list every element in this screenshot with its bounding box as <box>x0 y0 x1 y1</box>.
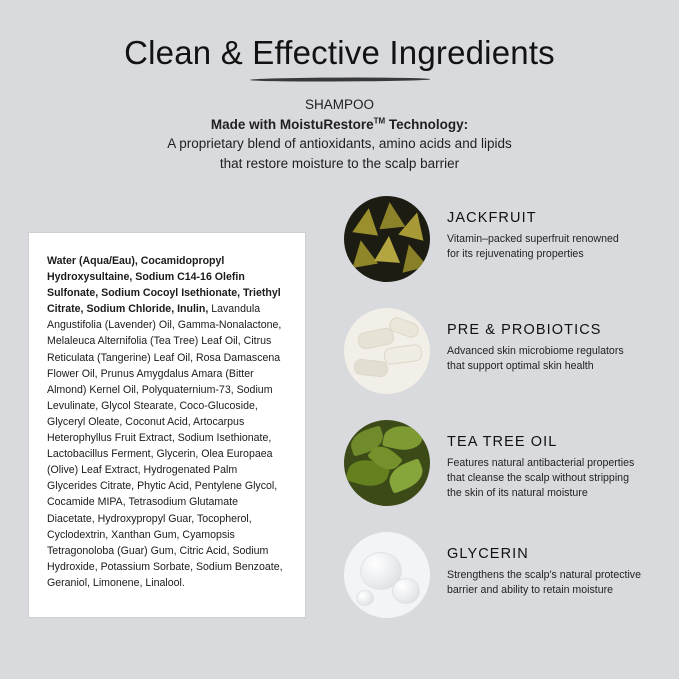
feature-title-tea-tree: TEA TREE OIL <box>447 434 558 450</box>
feature-description-jackfruit <box>447 232 619 262</box>
trademark-symbol: TM <box>373 116 386 125</box>
feature-list <box>344 196 651 618</box>
main-content <box>0 196 679 618</box>
feature-title-jackfruit: JACKFRUIT <box>447 210 537 226</box>
feature-desc-line-2: barrier and ability to retain moisture <box>447 584 614 597</box>
probiotics-capsules-image <box>344 308 430 394</box>
tea-tree-leaves-image <box>344 420 430 506</box>
glycerin-droplets-image <box>344 532 430 618</box>
feature-text-probiotics <box>447 308 624 374</box>
technology-line <box>0 115 679 135</box>
product-label: SHAMPOO <box>304 96 374 112</box>
feature-description-glycerin <box>447 568 641 598</box>
header <box>0 0 679 173</box>
page-title: Clean & Effective Ingredients <box>124 34 555 71</box>
technology-text-end: Technology: <box>385 116 469 132</box>
ingredients-rest-text: Lavandula Angustifolia (Lavender) Oil, Gamma-Nonalactone, Melaleuca Alternifolia (Tea Tree) Leaf Oil, Citrus Reticulata (Tangerine) Leaf Oil, Rosa Damascena Flower Oil, Prunus Amygdalus Amara (Bitter Almond) Kernel Oil, Polyquaternium-73, Sodium Levulinate, Glycol Stearate, Coco-Glucoside, Glyceryl Oleate, Coconut Acid, Artocarpus Heterophyllus Fruit Extract, Sodium Isethionate, Lactobacillus Ferment, Glycerin, Olea Europaea (Olive) Leaf Extract, Hydrogenated Palm Glycerides Citrate, Phytic Acid, Pentylene Glycol, Cocamide MIPA, Tetrasodium Glutamate Diacetate, Hydroxypropyl Guar, Tocopherol, Cyclodextrin, Xanthan Gum, Cyamopsis Tetragonoloba (Guar) Gum, Citric Acid, Sodium Hydroxide, Potassium Sorbate, Sodium Benzoate, Geraniol, Limonene, Linalool. <box>47 303 283 589</box>
feature-title-glycerin: GLYCERIN <box>447 546 529 562</box>
feature-desc-line-1: Features natural antibacterial properties <box>447 457 635 469</box>
description-line-1: A proprietary blend of antioxidants, amino acids and lipids <box>167 136 512 152</box>
feature-description-probiotics <box>447 344 624 374</box>
feature-item-glycerin <box>344 532 651 618</box>
feature-desc-line-1: Strengthens the scalp's natural protective <box>447 569 641 581</box>
technology-text: Made with MoistuRestore <box>210 116 374 132</box>
feature-text-tea-tree <box>447 420 634 501</box>
feature-desc-line-1: Vitamin–packed superfruit renowned <box>447 233 619 245</box>
jackfruit-image <box>344 196 430 282</box>
feature-desc-line-3: the skin of its natural moisture <box>447 487 588 500</box>
feature-desc-line-2: that support optimal skin health <box>447 360 594 373</box>
feature-desc-line-1: Advanced skin microbiome regulators <box>447 345 624 357</box>
feature-desc-line-2: for its rejuvenating properties <box>447 248 584 261</box>
title-underline-brushstroke <box>249 77 429 82</box>
ingredients-list-box <box>28 232 306 618</box>
feature-item-tea-tree <box>344 420 651 506</box>
feature-title-probiotics: PRE & PROBIOTICS <box>447 322 602 338</box>
ingredients-bold-text: Water (Aqua/Eau), Cocamidopropyl Hydroxysultaine, Sodium C14-16 Olefin Sulfonate, Sodium Cocoyl Isethionate, Triethyl Citrate, Sodium Chloride, Inulin, <box>47 255 281 316</box>
subtitle-block <box>0 95 679 173</box>
feature-item-probiotics <box>344 308 651 394</box>
feature-description-tea-tree <box>447 456 634 501</box>
feature-item-jackfruit <box>344 196 651 282</box>
description-line-2: that restore moisture to the scalp barrier <box>219 155 460 171</box>
feature-desc-line-2: that cleanse the scalp without stripping <box>447 472 629 485</box>
feature-text-glycerin <box>447 532 641 598</box>
feature-text-jackfruit <box>447 196 619 262</box>
